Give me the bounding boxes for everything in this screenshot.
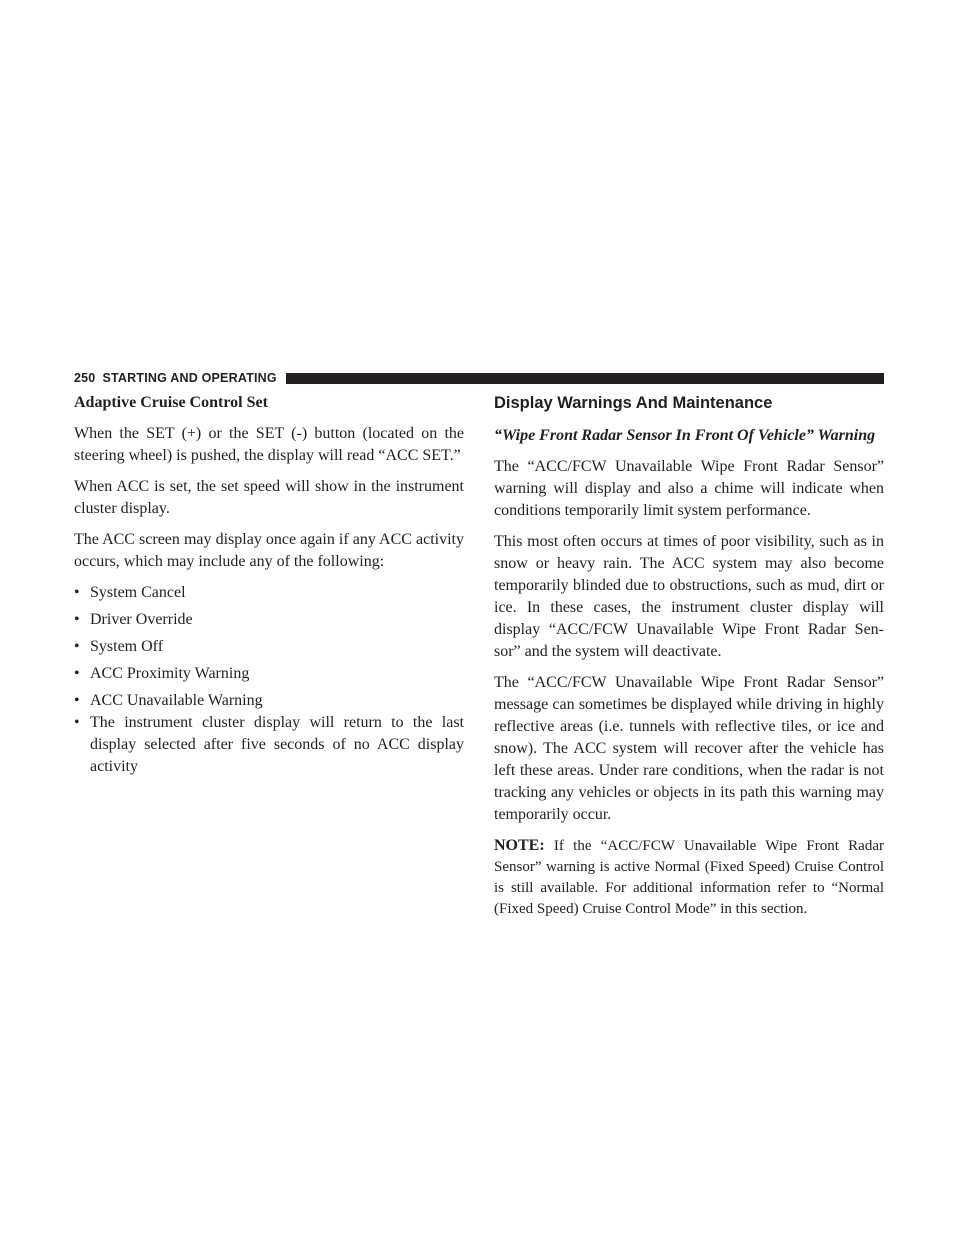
section-title: STARTING AND OPERATING	[102, 371, 277, 385]
list-item-text: Driver Override	[90, 611, 193, 628]
list-item	[74, 609, 464, 631]
note-label: NOTE:	[494, 837, 545, 854]
paragraph: When ACC is set, the set speed will show in the instrument cluster display.	[74, 478, 464, 517]
list-item	[74, 690, 464, 712]
list-item-text: The instrument cluster display will return to the last display selected after five seconds of no ACC display activity	[90, 714, 464, 775]
list-item-text: System Off	[90, 638, 164, 655]
list-item	[74, 582, 464, 604]
page-number: 250	[74, 371, 96, 385]
bullet-icon: •	[74, 584, 80, 601]
list-item	[74, 663, 464, 685]
warning-subheading: “Wipe Front Radar Sensor In Front Of Vehicle” Warning	[494, 427, 876, 444]
list-item	[74, 712, 464, 778]
paragraph: The “ACC/FCW Unavailable Wipe Front Radar Sensor” warning will display and also a chime will indicate when conditions temporarily limit system performance.	[494, 458, 884, 519]
list-item-text: System Cancel	[90, 584, 186, 601]
paragraph: When the SET (+) or the SET (-) button (located on the steering wheel) is pushed, the display will read “ACC SET.”	[74, 425, 464, 464]
section-heading: Display Warnings And Maintenance	[494, 394, 773, 412]
note	[494, 835, 884, 920]
right-column	[494, 392, 884, 920]
paragraph: The ACC screen may display once again if any ACC activity occurs, which may include any of the following:	[74, 531, 464, 570]
bullet-icon: •	[74, 611, 80, 628]
bullet-icon: •	[74, 665, 80, 682]
paragraph: This most often occurs at times of poor visibility, such as in snow or heavy rain. The ACC system may also become temporarily blinded due to obstructions, such as mud, dirt or ice. In these cases, the instrument cluster display will display “ACC/FCW Unavailable Wipe Front Radar Sen- sor” and the system will deactivate.	[494, 533, 884, 660]
acc-set-title: Adaptive Cruise Control Set	[74, 394, 268, 411]
header-rule	[286, 373, 884, 384]
bullet-icon: •	[74, 638, 80, 655]
list-item-text: ACC Proximity Warning	[90, 665, 250, 682]
left-column	[74, 392, 464, 783]
note-text: If the “ACC/FCW Unavailable Wipe Front Radar Sensor” warning is active Normal (Fixed Speed) Cruise Control is still available. For additional information refer to “Normal (Fixed Speed) Cruise Control Mode” in this section.	[494, 838, 884, 917]
acc-activity-list	[74, 582, 464, 778]
page-header	[74, 370, 884, 386]
list-item	[74, 636, 464, 658]
list-item-text: ACC Unavailable Warning	[90, 692, 263, 709]
paragraph: The “ACC/FCW Unavailable Wipe Front Radar Sensor” message can sometimes be displayed while driving in highly reflective areas (i.e. tunnels with reflective tiles, or ice and snow). The ACC system will recover after the vehicle has left these areas. Under rare conditions, when the radar is not tracking any vehicles or objects in its path this warning may temporarily occur.	[494, 674, 884, 823]
bullet-icon: •	[74, 714, 80, 731]
bullet-icon: •	[74, 692, 80, 709]
